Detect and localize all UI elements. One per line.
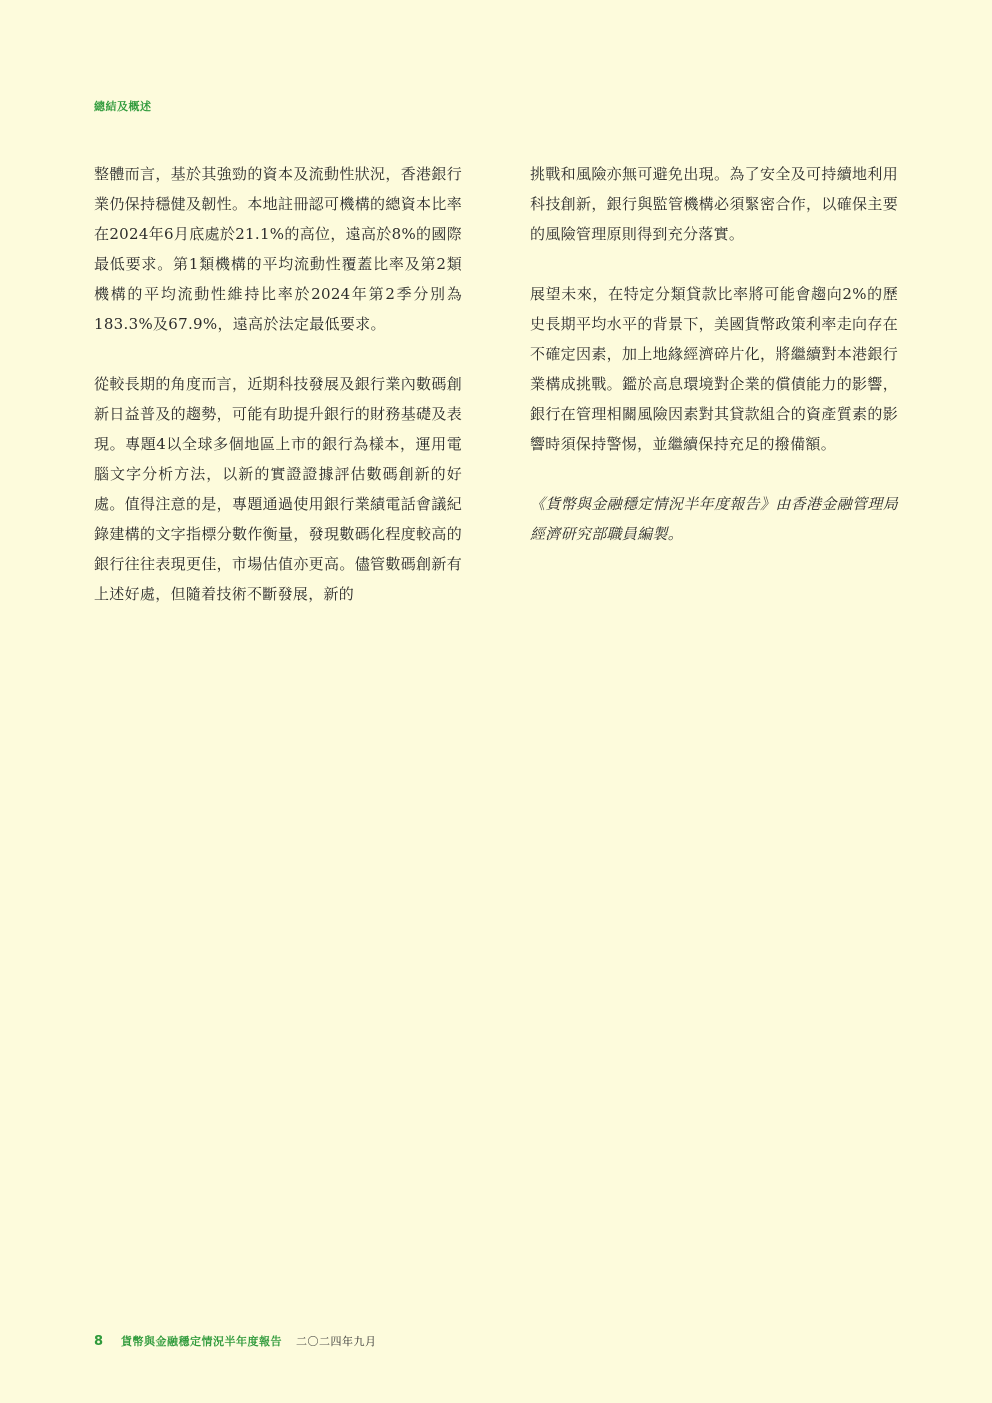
left-column (94, 159, 462, 639)
paragraph-risks-continued: 挑戰和風險亦無可避免出現。為了安全及可持續地利用科技創新，銀行與監管機構必須緊密合作，以確保主要的風險管理原則得到充分落實。 (530, 165, 898, 243)
section-title: 總結及概述 (94, 100, 152, 113)
report-title: 貨幣與金融穩定情況半年度報告 (121, 1335, 283, 1348)
right-column (530, 159, 898, 579)
paragraph-outlook: 展望未來，在特定分類貸款比率將可能會趨向2%的歷史長期平均水平的背景下，美國貨幣政策利率走向存在不確定因素，加上地緣經濟碎片化，將繼續對本港銀行業構成挑戰。鑑於高息環境對企業的償債能力的影響，銀行在管理相關風險因素對其貸款組合的資產質素的影響時須保持警惕，並繼續保持充足的撥備額。 (530, 285, 898, 453)
paragraph-credit: 《貨幣與金融穩定情況半年度報告》由香港金融管理局經濟研究部職員編製。 (530, 495, 898, 543)
paragraph-capital-liquidity: 整體而言，基於其強勁的資本及流動性狀況，香港銀行業仍保持穩健及韌性。本地註冊認可機構的總資本比率在2024年6月底處於21.1%的高位，遠高於8%的國際最低要求。第1類機構的平均流動性覆蓋比率及第2類機構的平均流動性維持比率於2024年第2季分別為183.3%及67.9%，遠高於法定最低要求。 (94, 165, 462, 333)
page-number: 8 (94, 1334, 104, 1349)
paragraph-digital-innovation: 從較長期的角度而言，近期科技發展及銀行業內數碼創新日益普及的趨勢，可能有助提升銀行的財務基礎及表現。專題4以全球多個地區上市的銀行為樣本，運用電腦文字分析方法，以新的實證證據評估數碼創新的好處。值得注意的是，專題通過使用銀行業績電話會議紀錄建構的文字指標分數作衡量，發現數碼化程度較高的銀行往往表現更佳，市場估值亦更高。儘管數碼創新有上述好處，但隨着技術不斷發展，新的 (94, 375, 462, 603)
page-footer (94, 1333, 377, 1349)
report-date: 二〇二四年九月 (296, 1335, 377, 1348)
